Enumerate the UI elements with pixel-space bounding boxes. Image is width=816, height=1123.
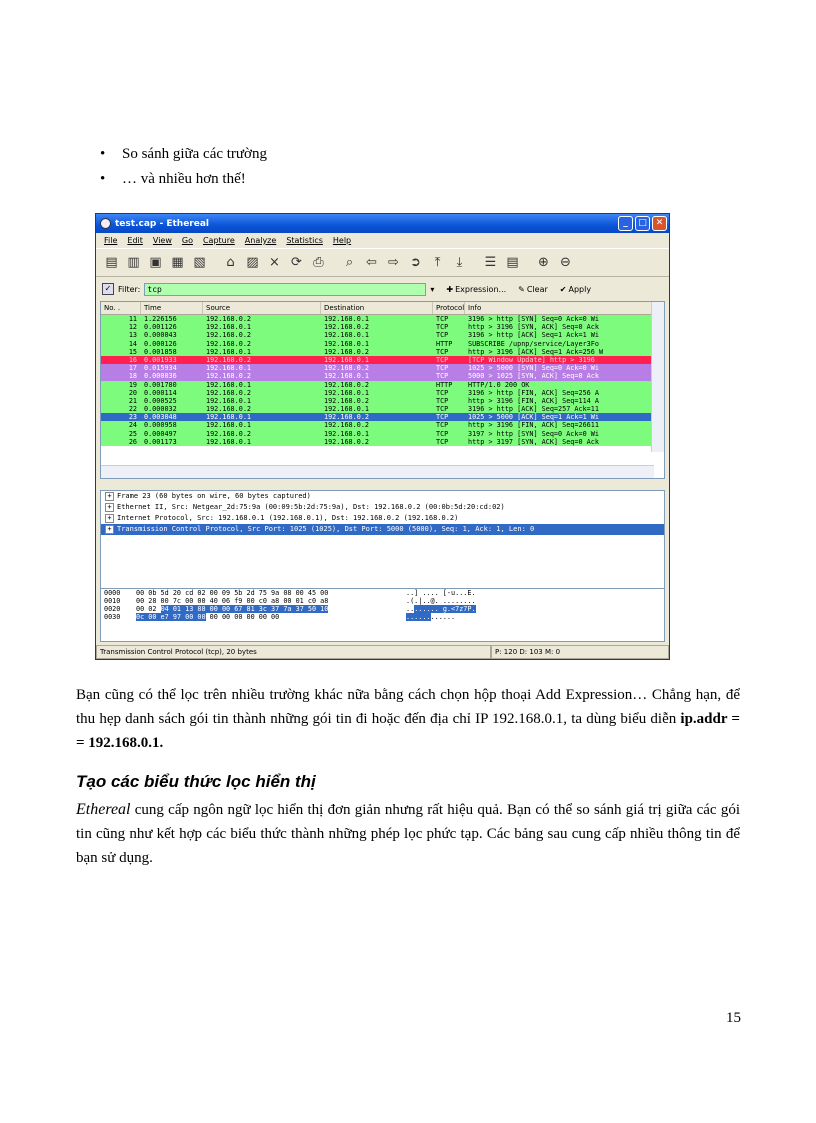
expand-icon[interactable]: + (105, 492, 114, 501)
packet-protocol: TCP (436, 396, 449, 405)
hex-row[interactable] (101, 589, 664, 597)
print-icon[interactable]: ⎙ (313, 255, 324, 270)
packet-row[interactable] (101, 356, 664, 364)
expand-icon[interactable]: + (105, 514, 114, 523)
packet-destination: 192.168.0.2 (324, 380, 370, 389)
capture-options-icon[interactable]: ▥ (127, 255, 140, 270)
packet-row[interactable] (101, 430, 664, 438)
packet-list-hscroll[interactable] (101, 465, 654, 478)
paragraph-display-filter: Ethereal cung cấp ngôn ngữ lọc hiển thị đơn giản nhưng rất hiệu quả. Bạn có thể so sánh giá trị giữa các gói tin cũng như kết hợp các biểu thức thành những phép lọc phức tạp. Các bảng sau cung cấp nhiều thông tin để bạn sử dụng. (76, 801, 740, 866)
forward-icon[interactable]: ⇨ (388, 255, 399, 270)
window-title: test.cap - Ethereal (115, 218, 209, 229)
packet-info: 3197 > http [SYN] Seq=0 Ack=0 Wi (468, 429, 599, 438)
hex-offset: 0030 (104, 613, 121, 621)
detail-text: Transmission Control Protocol, Src Port: 1025 (1025), Dst Port: 5000 (5000), Seq: 1, Ack: 1, Len: 0 (117, 525, 535, 533)
hex-bytes-plain: 00 0b 5d 20 cd 02 00 09 5b 2d 75 9a 08 00 45 00 (136, 589, 329, 597)
column-destination[interactable]: Destination (321, 302, 433, 314)
packet-protocol: TCP (436, 429, 449, 438)
goto-icon[interactable]: ➲ (410, 255, 421, 270)
packet-info: 1025 > 5000 [SYN] Seq=0 Ack=0 Wi (468, 364, 599, 373)
packet-protocol: TCP (436, 347, 449, 356)
packet-time: 0.001780 (144, 380, 177, 389)
packet-row[interactable] (101, 323, 664, 331)
bullet-icon: • (100, 171, 106, 187)
packet-row[interactable] (101, 364, 664, 372)
open-icon[interactable]: ⌂ (226, 255, 235, 270)
packet-time: 0.000114 (144, 388, 177, 397)
packet-info: 3196 > http [ACK] Seq=257 Ack=11 (468, 405, 599, 414)
column-info[interactable]: Info (465, 302, 664, 314)
hex-row[interactable] (101, 613, 664, 621)
plus-icon: ✚ (446, 284, 454, 294)
packet-destination: 192.168.0.1 (324, 331, 370, 340)
packet-no: 20 (128, 388, 137, 397)
packet-source: 192.168.0.1 (206, 437, 252, 446)
filter-bar (96, 277, 669, 301)
packet-time: 0.000043 (144, 331, 177, 340)
packet-protocol: TCP (436, 437, 449, 446)
detail-row[interactable] (101, 491, 664, 502)
hex-bytes-plain: 00 02 (136, 605, 161, 613)
hex-bytes-highlight: 0c 00 e7 97 00 00 (136, 613, 206, 621)
start-capture-icon[interactable]: ▣ (149, 255, 162, 270)
packet-time: 0.000497 (144, 429, 177, 438)
back-icon[interactable]: ⇦ (366, 255, 377, 270)
column-protocol[interactable]: Protocol (433, 302, 465, 314)
broom-icon: ✎ (518, 284, 525, 294)
packet-destination: 192.168.0.1 (324, 355, 370, 364)
status-bar (96, 645, 669, 659)
packet-destination: 192.168.0.2 (324, 437, 370, 446)
packet-list-header (101, 302, 664, 315)
paragraph-add-expression: Bạn cũng có thể lọc trên nhiều trường khác nữa bằng cách chọn hộp thoại Add Expression… Chẳng hạn, để thu hẹp danh sách gói tin thành những gói tin đi hoặc đến địa chỉ IP 192.168.0.1, ta dùng biểu diễn ip.addr = = 192.168.0.1. (76, 687, 740, 751)
packet-no: 19 (128, 380, 137, 389)
packet-info: 3196 > http [FIN, ACK] Seq=256 A (468, 388, 599, 397)
ascii-plain: ..] .... [-u...E. (406, 589, 476, 597)
close-button[interactable]: ✕ (652, 216, 667, 231)
packet-no: 26 (128, 437, 137, 446)
packet-list-vscroll[interactable] (651, 302, 664, 452)
last-packet-icon[interactable]: ⤓ (456, 255, 463, 270)
menu-capture[interactable]: Capture (202, 236, 235, 245)
packet-info: 5000 > 1025 [SYN, ACK] Seq=0 Ack (468, 372, 599, 381)
packet-destination: 192.168.0.1 (324, 315, 370, 323)
filter-input[interactable]: tcp (144, 283, 426, 296)
hex-bytes (136, 589, 406, 597)
packet-no: 14 (128, 339, 137, 348)
hex-ascii (406, 605, 476, 613)
hex-rows (101, 589, 664, 621)
packet-time: 0.003048 (144, 413, 177, 422)
menu-view[interactable]: View (152, 236, 172, 245)
hex-ascii (406, 589, 476, 597)
packet-info: 3196 > http [SYN] Seq=0 Ack=0 Wi (468, 315, 599, 323)
section-heading: Tạo các biểu thức lọc hiển thị (76, 772, 316, 791)
bullet-item: • So sánh giữa các trường (100, 142, 267, 167)
column-source[interactable]: Source (203, 302, 321, 314)
expand-icon[interactable]: + (105, 503, 114, 512)
menu-statistics[interactable]: Statistics (286, 236, 323, 245)
detail-rows (101, 491, 664, 535)
packet-no: 16 (128, 355, 137, 364)
packet-row[interactable] (101, 381, 664, 389)
expand-icon[interactable]: + (105, 525, 114, 534)
packet-destination: 192.168.0.1 (324, 405, 370, 414)
packet-source: 192.168.0.1 (206, 421, 252, 430)
close-file-icon[interactable]: × (269, 255, 280, 270)
minimize-button[interactable]: _ (618, 216, 633, 231)
packet-no: 21 (128, 396, 137, 405)
packet-bytes[interactable] (100, 588, 665, 642)
packet-time: 0.001858 (144, 347, 177, 356)
packet-source: 192.168.0.2 (206, 331, 252, 340)
packet-no: 13 (128, 331, 137, 340)
ethereal-window (95, 213, 670, 660)
bullet-item: • … và nhiều hơn thế! (100, 167, 267, 192)
packet-destination: 192.168.0.2 (324, 413, 370, 422)
packet-protocol: TCP (436, 421, 449, 430)
packet-source: 192.168.0.2 (206, 339, 252, 348)
packet-protocol: HTTP (436, 339, 453, 348)
hex-bytes (136, 605, 406, 613)
packet-source: 192.168.0.1 (206, 396, 252, 405)
packet-info: http > 3196 [FIN, ACK] Seq=114 A (468, 396, 599, 405)
packet-rows (101, 315, 664, 446)
ascii-plain: .(.|..@. ........ (406, 597, 476, 605)
menu-edit[interactable]: Edit (127, 236, 143, 245)
packet-source: 192.168.0.2 (206, 405, 252, 414)
detail-text: Internet Protocol, Src: 192.168.0.1 (192.168.0.1), Dst: 192.168.0.2 (192.168.0.2) (117, 514, 459, 522)
packet-list[interactable] (100, 301, 665, 479)
bullet-icon: • (100, 146, 106, 162)
menu-analyze[interactable]: Analyze (244, 236, 277, 245)
page-number: 15 (726, 1010, 741, 1026)
packet-row[interactable] (101, 331, 664, 339)
ascii-plain: .. (406, 605, 415, 613)
packet-info: http > 3196 [FIN, ACK] Seq=26611 (468, 421, 599, 430)
packet-no: 11 (128, 315, 137, 323)
packet-no: 17 (128, 364, 137, 373)
packet-time: 0.015934 (144, 364, 177, 373)
packet-destination: 192.168.0.1 (324, 388, 370, 397)
packet-time: 0.000032 (144, 405, 177, 414)
packet-destination: 192.168.0.2 (324, 364, 370, 373)
hex-bytes-plain: 00 28 00 7c 00 00 40 06 f9 00 c0 a8 00 01 c0 a8 (136, 597, 329, 605)
packet-details[interactable] (100, 490, 665, 592)
filter-icon[interactable]: ✓ (102, 283, 114, 295)
status-right: P: 120 D: 103 M: 0 (491, 645, 669, 659)
packet-time: 0.000126 (144, 339, 177, 348)
check-icon: ✔ (559, 284, 567, 294)
packet-protocol: HTTP (436, 380, 453, 389)
packet-protocol: TCP (436, 372, 449, 381)
window-titlebar[interactable] (96, 214, 669, 233)
packet-source: 192.168.0.1 (206, 380, 252, 389)
filter-label: Filter: (118, 284, 141, 294)
status-left: Transmission Control Protocol (tcp), 20 bytes (96, 645, 491, 659)
reload-icon[interactable]: ⟳ (291, 255, 302, 270)
packet-info: http > 3196 [ACK] Seq=1 Ack=256 W (468, 347, 604, 356)
packet-protocol: TCP (436, 364, 449, 373)
hex-offset: 0010 (104, 597, 121, 605)
packet-source: 192.168.0.2 (206, 372, 252, 381)
packet-no: 15 (128, 347, 137, 356)
main-toolbar (96, 248, 669, 277)
packet-row[interactable] (101, 389, 664, 397)
zoom-in-icon[interactable]: ⊕ (538, 255, 549, 270)
packet-time: 1.226156 (144, 315, 177, 323)
packet-no: 24 (128, 421, 137, 430)
column-no[interactable]: No. . (101, 302, 141, 314)
packet-source: 192.168.0.2 (206, 355, 252, 364)
packet-protocol: TCP (436, 315, 449, 323)
packet-protocol: TCP (436, 331, 449, 340)
packet-row[interactable] (101, 372, 664, 380)
hex-ascii (406, 613, 455, 621)
packet-info: HTTP/1.0 200 OK (468, 380, 530, 389)
packet-info: 3196 > http [ACK] Seq=1 Ack=1 Wi (468, 331, 599, 340)
packet-row[interactable] (101, 405, 664, 413)
packet-protocol: TCP (436, 388, 449, 397)
packet-row[interactable] (101, 421, 664, 429)
bullet-list (100, 142, 267, 192)
packet-destination: 192.168.0.2 (324, 323, 370, 332)
packet-source: 192.168.0.2 (206, 388, 252, 397)
detail-row[interactable] (101, 513, 664, 524)
packet-info: http > 3196 [SYN, ACK] Seq=0 Ack (468, 323, 599, 332)
packet-no: 12 (128, 323, 137, 332)
packet-protocol: TCP (436, 323, 449, 332)
ethereal-app-icon (100, 218, 111, 229)
packet-destination: 192.168.0.2 (324, 421, 370, 430)
packet-no: 22 (128, 405, 137, 414)
hex-ascii (406, 597, 476, 605)
stop-capture-icon[interactable]: ▦ (171, 255, 184, 270)
colorize-icon[interactable]: ☰ (484, 255, 497, 270)
packet-source: 192.168.0.2 (206, 315, 252, 323)
packet-protocol: TCP (436, 355, 449, 364)
detail-text: Ethernet II, Src: Netgear_2d:75:9a (00:09:5b:2d:75:9a), Dst: 192.168.0.2 (00:0b:5d:20:cd:02) (117, 503, 505, 511)
packet-info: SUBSCRIBE /upnp/service/Layer3Fo (468, 339, 599, 348)
expression-button[interactable]: ✚ Expression... (446, 284, 507, 294)
clear-button[interactable]: ✎ Clear (518, 284, 548, 294)
menu-file[interactable]: File (104, 236, 118, 245)
detail-row[interactable] (101, 502, 664, 513)
packet-row[interactable] (101, 315, 664, 323)
apply-button[interactable]: ✔ Apply (559, 284, 592, 294)
packet-time: 0.000958 (144, 421, 177, 430)
packet-time: 0.000036 (144, 372, 177, 381)
packet-row[interactable] (101, 348, 664, 356)
packet-source: 192.168.0.1 (206, 323, 252, 332)
autoscroll-icon[interactable]: ▤ (506, 255, 519, 270)
first-packet-icon[interactable]: ⤒ (434, 255, 441, 270)
menu-go[interactable]: Go (181, 236, 193, 245)
packet-destination: 192.168.0.1 (324, 372, 370, 381)
hex-bytes-highlight: 04 01 13 88 00 00 67 81 3c 37 7a 37 50 10 (160, 605, 329, 613)
packet-row[interactable] (101, 340, 664, 348)
packet-destination: 192.168.0.2 (324, 347, 370, 356)
hex-bytes (136, 597, 406, 605)
detail-row[interactable] (101, 524, 664, 535)
packet-destination: 192.168.0.2 (324, 396, 370, 405)
packet-info: [TCP Window Update] http > 3196 (468, 355, 595, 364)
save-icon[interactable]: ▨ (246, 255, 259, 270)
hex-bytes (136, 613, 406, 621)
ascii-plain: ...... (430, 613, 456, 621)
ascii-highlight: ...... (406, 613, 431, 621)
packet-row[interactable] (101, 438, 664, 446)
packet-row[interactable] (101, 397, 664, 405)
packet-source: 192.168.0.1 (206, 347, 252, 356)
packet-protocol: TCP (436, 413, 449, 422)
packet-source: 192.168.0.2 (206, 429, 252, 438)
packet-protocol: TCP (436, 405, 449, 414)
packet-time: 0.000525 (144, 396, 177, 405)
hex-bytes-plain: 00 00 00 00 00 00 (205, 613, 280, 621)
packet-info: 1025 > 5000 [ACK] Seq=1 Ack=1 Wi (468, 413, 599, 422)
packet-time: 0.001126 (144, 323, 177, 332)
column-time[interactable]: Time (141, 302, 203, 314)
menu-help[interactable]: Help (332, 236, 352, 245)
zoom-out-icon[interactable]: ⊖ (560, 255, 571, 270)
packet-no: 25 (128, 429, 137, 438)
packet-time: 0.001173 (144, 437, 177, 446)
packet-source: 192.168.0.1 (206, 364, 252, 373)
hex-offset: 0000 (104, 589, 121, 597)
restart-capture-icon[interactable]: ▧ (193, 255, 206, 270)
detail-text: Frame 23 (60 bytes on wire, 60 bytes captured) (117, 492, 311, 500)
find-icon[interactable]: ⌕ (345, 255, 354, 270)
packet-source: 192.168.0.1 (206, 413, 252, 422)
packet-no: 23 (128, 413, 137, 422)
interfaces-icon[interactable]: ▤ (105, 255, 118, 270)
packet-time: 0.001933 (144, 355, 177, 364)
hex-row[interactable] (101, 597, 664, 605)
hex-row[interactable] (101, 605, 664, 613)
maximize-button[interactable]: □ (635, 216, 650, 231)
packet-info: http > 3197 [SYN, ACK] Seq=0 Ack (468, 437, 599, 446)
hex-offset: 0020 (104, 605, 121, 613)
ascii-highlight: ...... g.<7z7P. (414, 605, 476, 613)
packet-no: 18 (128, 372, 137, 381)
packet-destination: 192.168.0.1 (324, 339, 370, 348)
packet-row[interactable] (101, 413, 664, 421)
packet-destination: 192.168.0.1 (324, 429, 370, 438)
menu-bar (96, 233, 669, 248)
filter-dropdown-icon[interactable]: ▾ (430, 284, 435, 294)
